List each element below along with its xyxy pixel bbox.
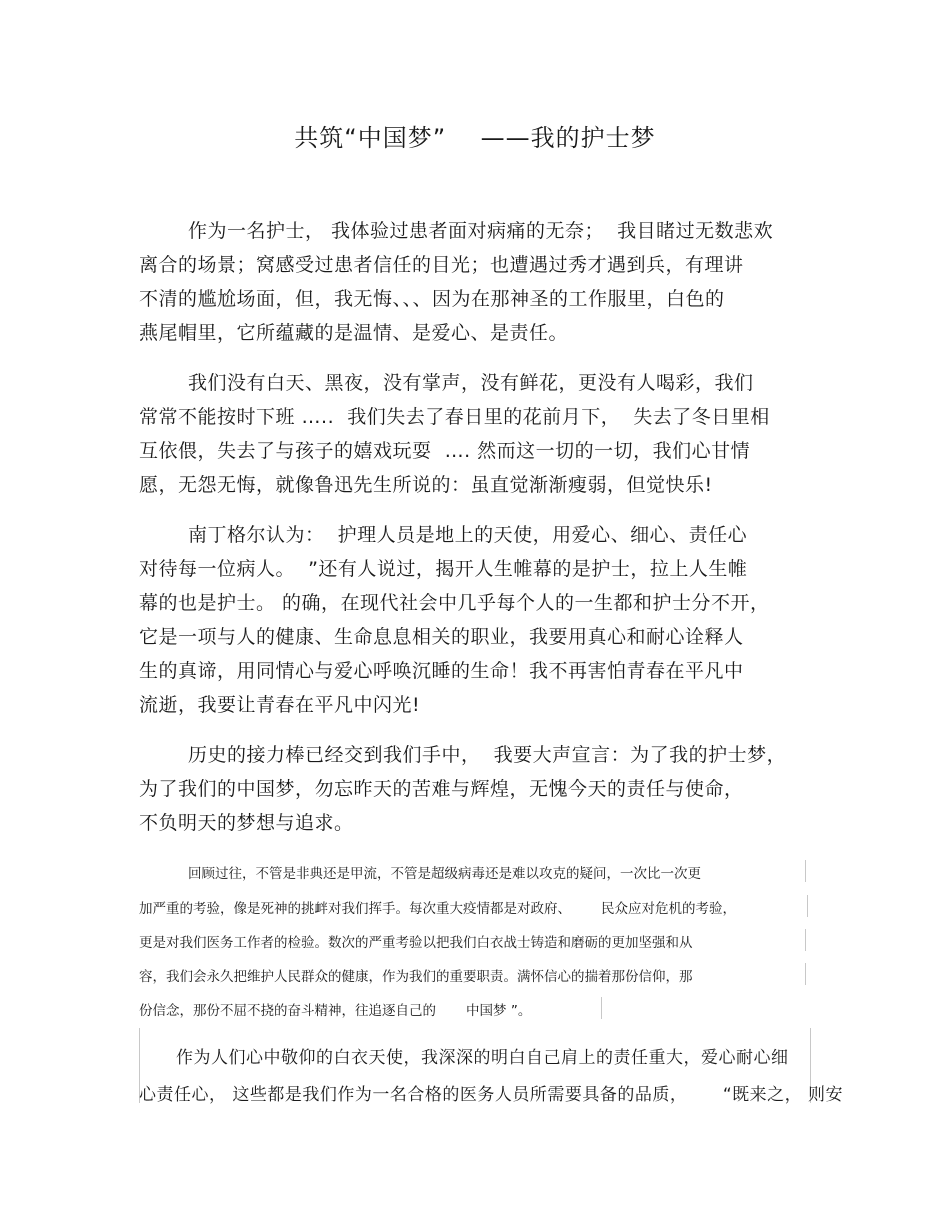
document-title: 共筑“中国梦” ——我的护士梦 <box>294 124 656 152</box>
paragraph-line: 历史的接力棒已经交到我们手中， 我要大声宣言：为了我的护士梦， <box>188 744 787 766</box>
paragraph-line: 回顾过往，不管是非典还是甲流，不管是超级病毒还是难以攻克的疑问，一次比一次更 <box>188 866 701 882</box>
paragraph-line: 作为人们心中敬仰的白衣天使，我深深的明白自己肩上的责任重大，爱心耐心细 <box>176 1048 789 1068</box>
paragraph-line: 常常不能按时下班 ….. 我们失去了春日里的花前月下， 失去了冬日里相 <box>139 406 770 428</box>
paragraph-line: 不清的尴尬场面，但，我无悔、、、因为在那神圣的工作服里，白色的 <box>139 288 725 310</box>
paragraph-line: 加严重的考验，像是死神的挑衅对我们挥手。每次重大疫情都是对政府、 民众应对危机的考验， <box>139 901 737 917</box>
column-divider <box>807 895 808 917</box>
paragraph-line: 生的真谛，用同情心与爱心呼唤沉睡的生命！我不再害怕青春在平凡中 <box>139 660 744 682</box>
paragraph-line: 幕的也是护士。 的确，在现代社会中几乎每个人的一生都和护士分不开， <box>139 592 770 614</box>
paragraph-line: 离合的场景；窝感受过患者信任的目光；也遭遇过秀才遇到兵，有理讲 <box>139 254 744 276</box>
paragraph-line: 容，我们会永久把维护人民群众的健康，作为我们的重要职责。满怀信心的揣着那份信仰，那 <box>139 969 693 985</box>
column-divider <box>805 860 806 882</box>
paragraph-line: 流逝，我要让青春在平凡中闪光! <box>139 694 421 716</box>
paragraph-line: 燕尾帽里，它所蕴藏的是温情、是爱心、是责任。 <box>139 322 569 344</box>
paragraph-line: 对待每一位病人。 ”还有人说过，揭开人生帷幕的是护士，拉上人生帷 <box>139 558 748 580</box>
paragraph-line: 作为一名护士， 我体验过患者面对病痛的无奈； 我目睹过无数悲欢 <box>188 220 774 242</box>
column-divider <box>601 997 602 1019</box>
paragraph-line: 愿，无怨无悔，就像鲁迅先生所说的：虽直觉渐渐瘦弱，但觉快乐! <box>139 474 713 496</box>
paragraph-line: 份信念，那份不屈不挠的奋斗精神，往追逐自己的 中国梦 ”。 <box>139 1003 532 1019</box>
column-divider <box>805 929 806 951</box>
paragraph-line: 心责任心， 这些都是我们作为一名合格的医务人员所需要具备的品质， “既来之， 则安 <box>139 1085 844 1105</box>
paragraph-line: 南丁格尔认为： 护理人员是地上的天使，用爱心、细心、责任心 <box>188 524 748 546</box>
paragraph-line: 为了我们的中国梦，勿忘昨天的苦难与辉煌，无愧今天的责任与使命， <box>139 778 744 800</box>
paragraph-line: 更是对我们医务工作者的检验。数次的严重考验以把我们白衣战士铸造和磨砺的更加坚强和从 <box>139 935 693 951</box>
paragraph-line: 我们没有白天、黑夜，没有掌声，没有鲜花，更没有人喝彩，我们 <box>188 372 754 394</box>
column-divider <box>805 963 806 985</box>
paragraph-line: 互依偎，失去了与孩子的嬉戏玩耍 …. 然而这一切的一切，我们心甘情 <box>139 440 751 462</box>
paragraph-line: 它是一项与人的健康、生命息息相关的职业，我要用真心和耐心诠释人 <box>139 626 744 648</box>
paragraph-line: 不负明天的梦想与追求。 <box>139 812 354 834</box>
